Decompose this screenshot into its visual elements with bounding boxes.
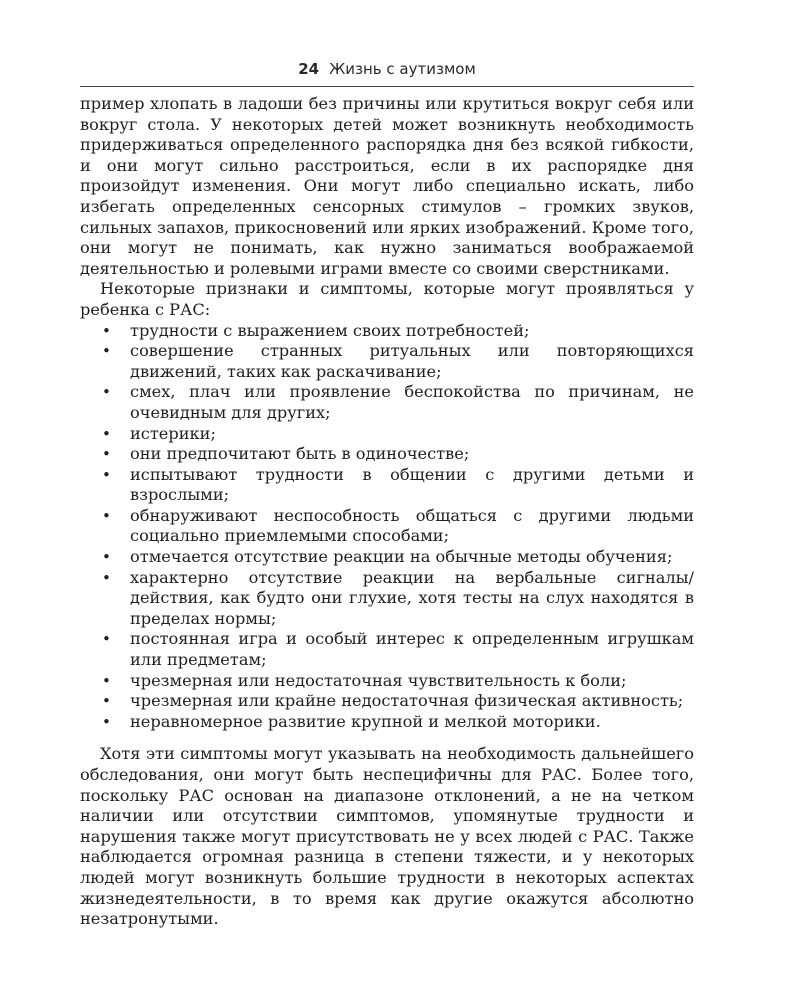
list-item-text: совершение странных ритуальных или повторяющихся движений, таких как раскачивание; [130,341,694,381]
symptom-list [80,321,694,733]
list-item-text: смех, плач или проявление беспокойства по причинам, не очевидным для других; [130,382,694,422]
list-item-text: характерно отсутствие реакции на вербальные сигналы/действия, как будто они глухие, хотя тесты на слух находятся в пределах нормы; [130,567,694,628]
list-item [80,424,694,445]
running-header [80,58,694,80]
list-item [80,341,694,382]
bullet-icon: • [102,692,111,711]
bullet-icon: • [102,568,111,587]
list-item-text: отмечается отсутствие реакции на обычные методы обучения; [130,547,673,567]
list-item-text: истерики; [130,423,216,443]
bullet-icon: • [102,630,111,649]
bullet-icon: • [102,383,111,402]
bullet-icon: • [102,712,111,731]
list-item [80,547,694,568]
list-item-text: постоянная игра и особый интерес к определенным игрушкам или предметам; [130,629,694,670]
list-item [80,568,694,630]
list-item-text: неравномерное развитие крупной и мелкой моторики. [130,711,601,731]
paragraph-conclusion: Хотя эти симптомы могут указывать на необходимость дальнейшего обследования, они могут быть неспецифичны для РАС. Более того, поскольку РАС основан на диапазоне отклонений, а не на четком наличии или отсутствии симптомов, упомянутые трудности и нарушения также могут присутствовать не у всех людей с РАС. Также наблюдается огромная разница в степени тяжести, и у некоторых людей могут возникнуть большие трудности в некоторых аспектах жизнедеятельности, в то время как другие окажутся абсолютно незатронутыми. [80,744,694,929]
paragraph-symptoms-intro: Некоторые признаки и симптомы, которые могут проявляться у ребенка с РАС: [80,279,694,319]
list-item [80,671,694,692]
list-item [80,444,694,465]
bullet-icon: • [102,506,111,525]
bullet-icon: • [102,445,111,464]
list-item [80,629,694,670]
paragraph-gap [80,732,694,744]
list-item-text: трудности с выражением своих потребностей; [130,320,530,340]
list-item-text: обнаруживают неспособность общаться с другими людьми социально приемлемыми способами; [130,505,694,546]
paragraph-continuation: пример хлопать в ладоши без причины или крутиться вокруг себя или вокруг стола. У некоторых детей может возникнуть необходимость придерживаться определенного распорядка дня без всякой гибкости, и они могут сильно расстроиться, если в их распорядке дня произойдут изменения. Они могут либо специально искать, либо избегать определенных сенсорных стимулов – громких звуков, сильных запахов, прикосновений или ярких изображений. Кроме того, они могут не понимать, как нужно заниматься воображаемой деятельностью и ролевыми играми вместе со своими сверстниками. [80,94,694,278]
bullet-icon: • [102,424,111,443]
list-item [80,712,694,733]
list-item [80,382,694,423]
list-item-text: они предпочитают быть в одиночестве; [130,444,470,464]
list-item [80,506,694,547]
bullet-icon: • [102,321,111,340]
bullet-icon: • [102,342,111,361]
list-item [80,691,694,712]
bullet-icon: • [102,465,111,484]
page-number: 24 [298,60,320,78]
running-title: Жизнь с аутизмом [329,60,476,78]
list-item [80,321,694,342]
list-item-text: испытывают трудности в общении с другими детьми и взрослыми; [130,464,694,505]
bullet-icon: • [102,671,111,690]
header-rule [80,86,694,87]
bullet-icon: • [102,548,111,567]
list-item [80,465,694,506]
list-item-text: чрезмерная или крайне недостаточная физическая активность; [130,691,684,711]
list-item-text: чрезмерная или недостаточная чувствительность к боли; [130,670,627,690]
page-body [80,94,694,930]
